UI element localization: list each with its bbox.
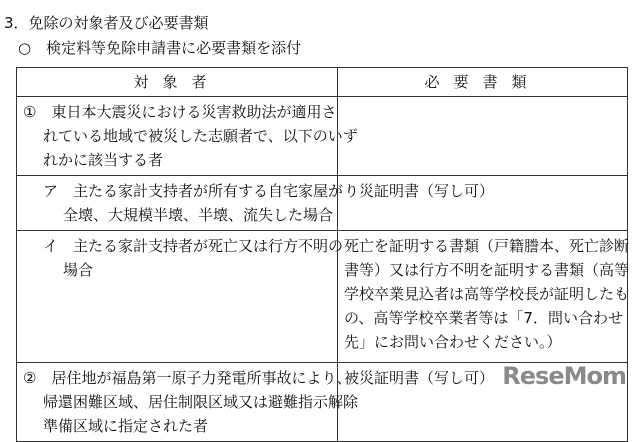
documents-cell <box>338 176 628 231</box>
table-row <box>17 176 628 231</box>
target-cell <box>17 97 358 176</box>
cell-line: 死亡を証明する書類（戸籍謄本、死亡診断 <box>344 237 630 255</box>
cell-line: ① 東日本大震災における災害救助法が適用さ <box>23 103 337 121</box>
header-documents: 必要書類 <box>338 68 628 97</box>
resemom-logo: ReseMom <box>502 362 626 390</box>
section-subheading: ○ 検定料等免除申請書に必要書類を添付 <box>18 39 302 57</box>
cell-line: 被災証明書（写し可） <box>344 369 495 387</box>
cell-line: イ 主たる家計支持者が死亡又は行方不明の <box>43 237 344 255</box>
cell-line: の、高等学校卒業者等は「7．問い合わせ <box>344 309 623 327</box>
cell-line: 準備区域に指定された者 <box>43 417 209 435</box>
documents-cell <box>338 97 628 176</box>
table-row <box>17 231 628 363</box>
section-heading: 3．免除の対象者及び必要書類 <box>4 14 209 32</box>
cell-line: ア 主たる家計支持者が所有する自宅家屋が <box>43 182 344 200</box>
target-cell <box>17 231 344 363</box>
documents-cell <box>338 231 628 363</box>
table-row <box>17 97 628 176</box>
table-header-row <box>17 68 628 97</box>
cell-line: 全壊、大規模半壊、半壊、流失した場合 <box>63 206 334 224</box>
target-cell <box>17 363 359 442</box>
cell-line: 書等）又は行方不明を証明する書類（高等 <box>344 261 630 279</box>
cell-line: り災証明書（写し可） <box>344 182 495 200</box>
cell-line: 先」にお問い合わせください。） <box>344 333 562 351</box>
header-target: 対象者 <box>17 68 338 97</box>
cell-line: 学校卒業見込者は高等学校長が証明したも <box>344 285 630 303</box>
cell-line: れかに該当する者 <box>43 151 164 169</box>
target-cell <box>17 176 344 231</box>
cell-line: ② 居住地が福島第一原子力発電所事故により、 <box>23 369 352 387</box>
cell-line: 帰還困難区域、居住制限区域又は避難指示解除 <box>43 393 359 411</box>
cell-line: 場合 <box>63 261 94 279</box>
cell-line: れている地域で被災した志願者で、以下のいず <box>43 127 358 145</box>
